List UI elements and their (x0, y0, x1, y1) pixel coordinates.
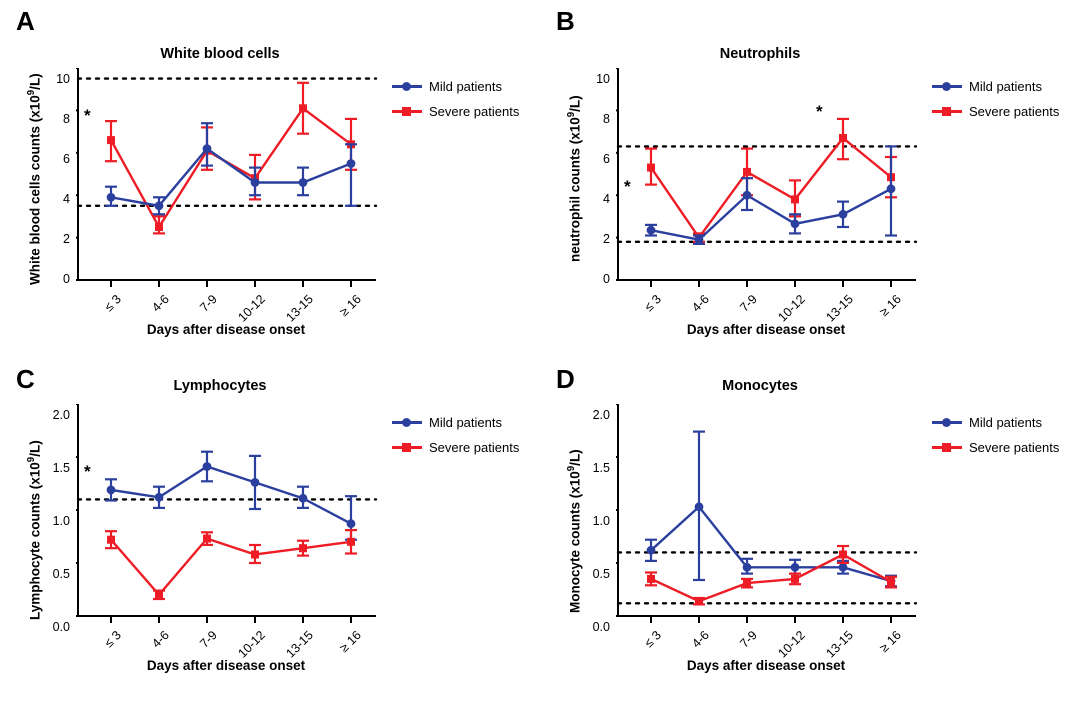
legend-marker-severe (392, 105, 422, 117)
panel-d-plot (616, 404, 926, 624)
panel-b (540, 0, 1080, 358)
panel-a (0, 0, 540, 358)
legend-item-severe (932, 103, 1059, 119)
panel-c-xtick-3: 10-12 (235, 628, 268, 661)
panel-c-ytick-15: 1.5 (52, 461, 70, 475)
panel-c (0, 358, 540, 716)
panel-a-significance-star: * (84, 106, 91, 125)
panel-d-y-axis-label: Monocyte counts $(x10^9/L)$ (566, 449, 583, 613)
panel-c-xtick-0: ≤ 3 (101, 628, 124, 651)
panel-a-ytick-2: 2 (63, 232, 70, 246)
panel-b-significance-star-1: * (624, 177, 631, 196)
panel-d-legend (932, 414, 1059, 464)
panel-a-legend (392, 78, 519, 128)
legend-label-mild: Mild patients (429, 414, 502, 430)
legend-marker-severe (932, 105, 962, 117)
panel-d-ytick-10: 1.0 (592, 514, 610, 528)
legend-marker-severe (392, 441, 422, 453)
panel-a-ytick-8: 8 (63, 112, 70, 126)
legend-item-severe (392, 439, 519, 455)
panel-b-xtick-2: 7-9 (737, 292, 760, 315)
panel-c-xtick-1: 4-6 (149, 628, 172, 651)
panel-d-xtick-4: 13-15 (823, 628, 856, 661)
legend-marker-mild (392, 80, 422, 92)
panel-d-ytick-05: 0.5 (592, 567, 610, 581)
panel-c-title: Lymphocytes (173, 378, 267, 394)
panel-a-xtick-2: 7-9 (197, 292, 220, 315)
panel-c-ytick-05: 0.5 (52, 567, 70, 581)
panel-d-ytick-20: 2.0 (592, 408, 610, 422)
legend-item-severe (932, 439, 1059, 455)
legend-item-mild (932, 414, 1059, 430)
panel-a-x-axis-label: Days after disease onset (146, 322, 306, 337)
panel-d-letter: D (556, 364, 575, 394)
panel-c-legend (392, 414, 519, 464)
legend-label-severe: Severe patients (969, 103, 1060, 119)
panel-b-ytick-6: 6 (603, 152, 610, 166)
panel-b-ytick-10: 10 (596, 72, 610, 86)
panel-b-xtick-3: 10-12 (775, 292, 808, 325)
panel-a-ytick-4: 4 (63, 192, 70, 206)
panel-c-xtick-5: ≥ 16 (336, 628, 364, 656)
panel-b-y-axis-label: neutrophil counts $(x10^9/L)$ (566, 95, 583, 262)
panel-c-letter: C (16, 364, 35, 394)
panel-c-ytick-00: 0.0 (52, 620, 70, 634)
legend-label-severe: Severe patients (429, 439, 520, 455)
panel-c-xtick-2: 7-9 (197, 628, 220, 651)
panel-c-ytick-20: 2.0 (52, 408, 70, 422)
panel-a-xtick-3: 10-12 (235, 292, 268, 325)
panel-d (540, 358, 1080, 716)
legend-label-mild: Mild patients (969, 414, 1042, 430)
panel-b-ytick-8: 8 (603, 112, 610, 126)
panel-a-ytick-6: 6 (63, 152, 70, 166)
panel-d-xtick-5: ≥ 16 (876, 628, 904, 656)
panel-c-ytick-10: 1.0 (52, 514, 70, 528)
legend-label-mild: Mild patients (969, 78, 1042, 94)
panel-d-title: Monocytes (722, 378, 798, 394)
panel-b-plot (616, 68, 926, 288)
legend-item-mild (932, 78, 1059, 94)
legend-item-mild (392, 414, 519, 430)
panel-d-xtick-3: 10-12 (775, 628, 808, 661)
panel-b-significance-star-2: * (816, 102, 823, 121)
legend-item-severe (392, 103, 519, 119)
legend-label-mild: Mild patients (429, 78, 502, 94)
panel-d-xtick-2: 7-9 (737, 628, 760, 651)
panel-d-ytick-00: 0.0 (592, 620, 610, 634)
panel-d-ytick-15: 1.5 (592, 461, 610, 475)
legend-marker-severe (932, 441, 962, 453)
panel-a-xtick-5: ≥ 16 (336, 292, 364, 320)
panel-b-xtick-0: ≤ 3 (641, 292, 664, 315)
panel-d-xtick-0: ≤ 3 (641, 628, 664, 651)
panel-a-xtick-0: ≤ 3 (101, 292, 124, 315)
legend-label-severe: Severe patients (429, 103, 520, 119)
panel-b-ytick-0: 0 (603, 272, 610, 286)
panel-b-ytick-2: 2 (603, 232, 610, 246)
panel-c-x-axis-label: Days after disease onset (146, 658, 306, 673)
panel-c-xtick-4: 13-15 (283, 628, 316, 661)
panel-b-ytick-4: 4 (603, 192, 610, 206)
panel-a-xtick-4: 13-15 (283, 292, 316, 325)
panel-a-ytick-10: 10 (56, 72, 70, 86)
panel-d-x-axis-label: Days after disease onset (686, 658, 846, 673)
panel-a-letter: A (16, 6, 35, 36)
panel-b-xtick-1: 4-6 (689, 292, 712, 315)
panel-a-title: White blood cells (160, 46, 280, 62)
legend-marker-mild (932, 416, 962, 428)
legend-label-severe: Severe patients (969, 439, 1060, 455)
panel-b-x-axis-label: Days after disease onset (686, 322, 846, 337)
legend-item-mild (392, 78, 519, 94)
panel-a-plot (76, 68, 386, 288)
legend-marker-mild (932, 80, 962, 92)
legend-marker-mild (392, 416, 422, 428)
panel-b-legend (932, 78, 1059, 128)
panel-b-letter: B (556, 6, 575, 36)
panel-c-significance-star: * (84, 462, 91, 481)
panel-c-plot (76, 404, 386, 624)
panel-a-ytick-0: 0 (63, 272, 70, 286)
panel-b-title: Neutrophils (719, 46, 801, 62)
panel-a-y-axis-label: White blood cells counts $(x10^9/L)$ (26, 73, 43, 285)
panel-d-xtick-1: 4-6 (689, 628, 712, 651)
panel-b-xtick-4: 13-15 (823, 292, 856, 325)
panel-c-y-axis-label: Lymphocyte counts $(x10^9/L)$ (26, 440, 43, 620)
panel-b-xtick-5: ≥ 16 (876, 292, 904, 320)
panel-a-xtick-1: 4-6 (149, 292, 172, 315)
